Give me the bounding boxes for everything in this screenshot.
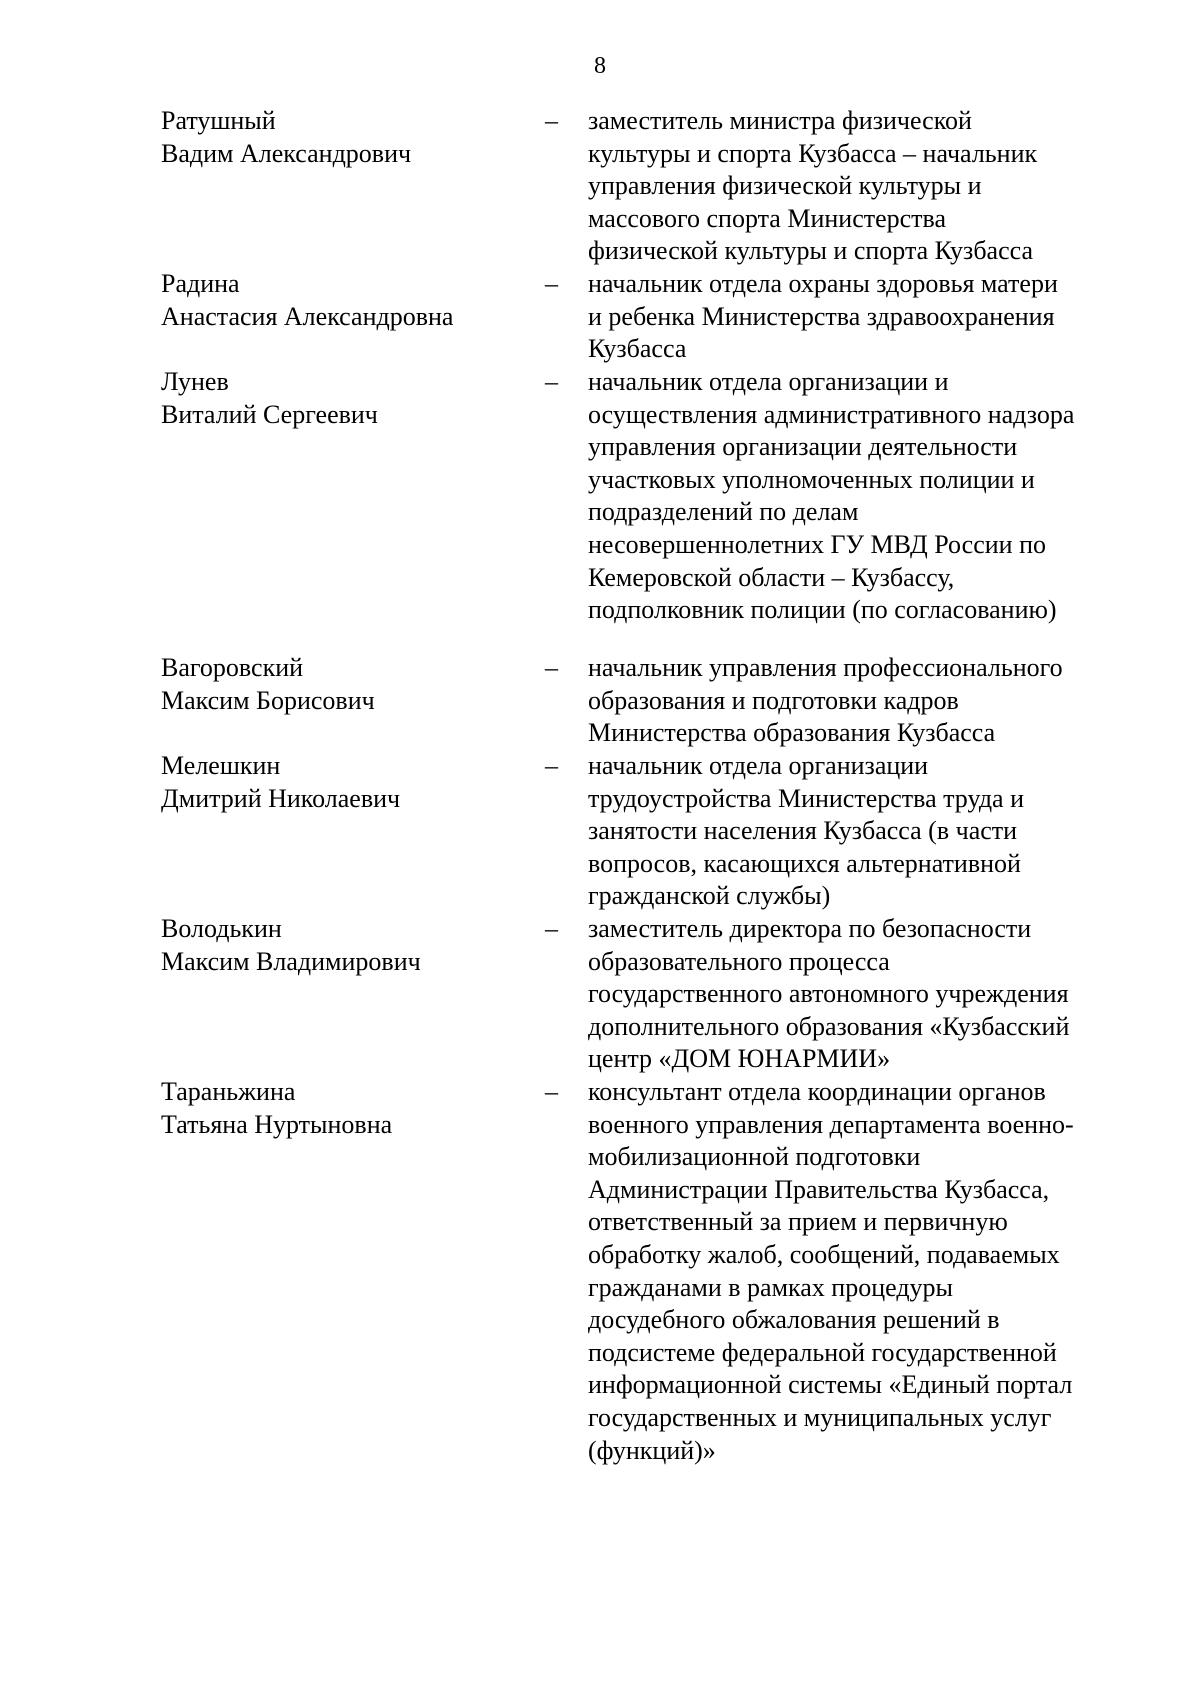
member-given-names: Анастасия Александровна bbox=[161, 301, 454, 331]
role-line: начальник отдела охраны здоровья матери bbox=[588, 269, 1058, 298]
member-role bbox=[588, 268, 1128, 366]
separator-dash: – bbox=[545, 653, 558, 682]
separator-dash: – bbox=[545, 367, 558, 396]
separator-dash: – bbox=[545, 1077, 558, 1106]
role-line: заместитель министра физической bbox=[588, 106, 972, 135]
member-surname: Тараньжина bbox=[161, 1077, 296, 1106]
page-number: 8 bbox=[594, 53, 606, 79]
role-line: подразделений по делам bbox=[588, 497, 859, 527]
role-line: консультант отдела координации органов bbox=[588, 1077, 1046, 1106]
role-line: подполковник полиции (по согласованию) bbox=[588, 595, 1057, 625]
role-line: (функций)» bbox=[588, 1435, 716, 1465]
role-line: участковых уполномоченных полиции и bbox=[588, 464, 1035, 494]
role-line: управления организации деятельности bbox=[588, 432, 1018, 462]
member-given-names: Татьяна Нуртыновна bbox=[161, 1109, 393, 1139]
role-line: Администрации Правительства Кузбасса, bbox=[588, 1174, 1050, 1204]
member-name bbox=[161, 750, 541, 815]
member-surname: Ратушный bbox=[161, 106, 276, 135]
role-line: управления физической культуры и bbox=[588, 171, 982, 201]
role-line: физической культуры и спорта Кузбасса bbox=[588, 236, 1034, 266]
separator-dash: – bbox=[545, 106, 558, 135]
role-line: трудоустройства Министерства труда и bbox=[588, 783, 1025, 813]
member-surname: Лунев bbox=[161, 367, 229, 396]
member-role bbox=[588, 1076, 1128, 1467]
role-line: центр «ДОМ ЮНАРМИИ» bbox=[588, 1044, 891, 1074]
member-given-names: Максим Владимирович bbox=[161, 946, 421, 976]
member-name bbox=[161, 913, 541, 978]
member-surname: Володькин bbox=[161, 914, 282, 943]
member-role bbox=[588, 913, 1128, 1076]
member-role bbox=[588, 366, 1128, 627]
role-line: гражданами в рамках процедуры bbox=[588, 1272, 954, 1302]
member-name bbox=[161, 366, 541, 431]
role-line: и ребенка Министерства здравоохранения bbox=[588, 301, 1055, 331]
separator-dash: – bbox=[545, 269, 558, 298]
role-line: начальник управления профессионального bbox=[588, 653, 1063, 682]
role-line: вопросов, касающихся альтернативной bbox=[588, 848, 1021, 878]
role-line: государственного автономного учреждения bbox=[588, 979, 1069, 1009]
member-name bbox=[161, 1076, 541, 1141]
member-surname: Вагоровский bbox=[161, 653, 304, 682]
role-line: образования и подготовки кадров bbox=[588, 685, 959, 715]
member-role bbox=[588, 105, 1128, 268]
role-line: несовершеннолетних ГУ МВД России по bbox=[588, 529, 1046, 559]
member-name bbox=[161, 268, 541, 333]
member-given-names: Максим Борисович bbox=[161, 685, 375, 715]
member-name bbox=[161, 105, 541, 170]
member-name bbox=[161, 652, 541, 717]
separator-dash: – bbox=[545, 914, 558, 943]
member-surname: Радина bbox=[161, 269, 240, 298]
role-line: осуществления административного надзора bbox=[588, 399, 1075, 429]
role-line: начальник отдела организации bbox=[588, 751, 929, 780]
role-line: информационной системы «Единый портал bbox=[588, 1370, 1073, 1400]
member-given-names: Вадим Александрович bbox=[161, 138, 412, 168]
role-line: начальник отдела организации и bbox=[588, 367, 949, 396]
member-given-names: Виталий Сергеевич bbox=[161, 399, 378, 429]
role-line: Кемеровской области – Кузбассу, bbox=[588, 562, 955, 592]
role-line: занятости населения Кузбасса (в части bbox=[588, 816, 1018, 846]
role-line: культуры и спорта Кузбасса – начальник bbox=[588, 138, 1038, 168]
role-line: массового спорта Министерства bbox=[588, 203, 947, 233]
role-line: образовательного процесса bbox=[588, 946, 890, 976]
role-line: обработку жалоб, сообщений, подаваемых bbox=[588, 1239, 1060, 1269]
role-line: ответственный за прием и первичную bbox=[588, 1207, 1008, 1237]
role-line: военного управления департамента военно- bbox=[588, 1109, 1074, 1139]
role-line: мобилизационной подготовки bbox=[588, 1142, 921, 1172]
role-line: государственных и муниципальных услуг bbox=[588, 1402, 1052, 1432]
member-role bbox=[588, 750, 1128, 913]
role-line: гражданской службы) bbox=[588, 881, 831, 911]
member-role bbox=[588, 652, 1128, 750]
role-line: Министерства образования Кузбасса bbox=[588, 718, 996, 748]
role-line: дополнительного образования «Кузбасский bbox=[588, 1011, 1070, 1041]
separator-dash: – bbox=[545, 751, 558, 780]
role-line: заместитель директора по безопасности bbox=[588, 914, 1032, 943]
member-given-names: Дмитрий Николаевич bbox=[161, 783, 401, 813]
role-line: досудебного обжалования решений в bbox=[588, 1305, 1000, 1335]
role-line: Кузбасса bbox=[588, 334, 687, 364]
member-surname: Мелешкин bbox=[161, 751, 281, 780]
role-line: подсистеме федеральной государственной bbox=[588, 1337, 1057, 1367]
